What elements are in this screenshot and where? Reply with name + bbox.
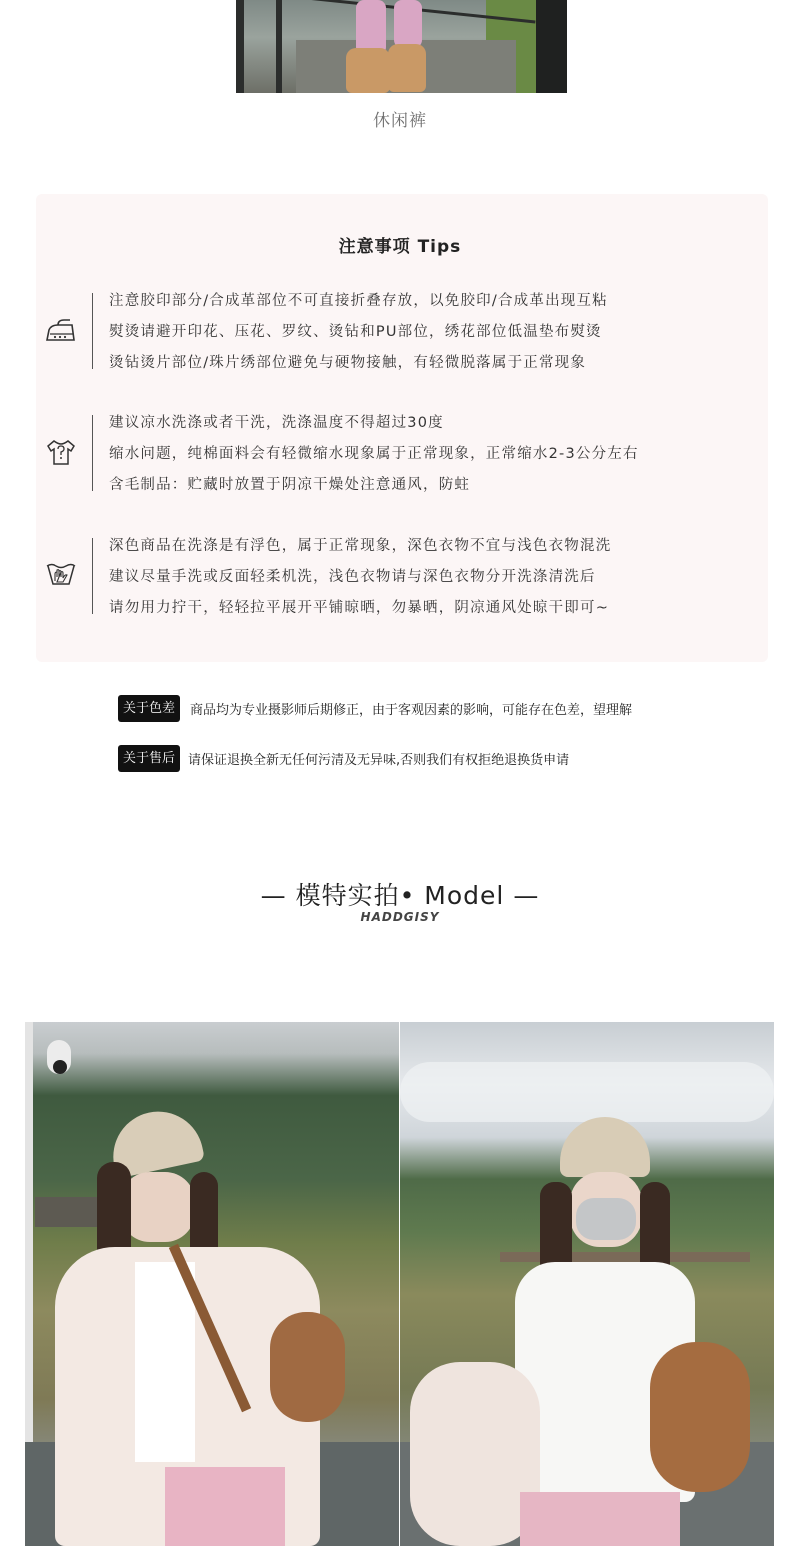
- note-color-difference: [118, 695, 632, 722]
- model-photo-right: [400, 1022, 774, 1546]
- tip-group-drying: [109, 531, 611, 624]
- tip-line: 建议凉水洗涤或者干洗，洗涤温度不得超过30度: [109, 415, 444, 431]
- note-badge: 关于售后: [118, 745, 180, 772]
- iron-icon: [44, 314, 78, 348]
- tip-group-washing: [109, 408, 639, 501]
- note-text: 请保证退换全新无任何污清及无异味,否则我们有权拒绝退换货申请: [188, 753, 570, 768]
- brand-subtitle: HADDGISY: [360, 910, 440, 924]
- tip-divider: [92, 415, 93, 491]
- model-photo-left: [25, 1022, 399, 1546]
- tip-line: 注意胶印部分/合成革部位不可直接折叠存放，以免胶印/合成革出现互粘: [109, 293, 608, 309]
- tip-divider: [92, 538, 93, 614]
- model-section-heading: — 模特实拍• Model —: [260, 881, 540, 910]
- note-text: 商品均为专业摄影师后期修正，由于客观因素的影响，可能存在色差，望理解: [190, 703, 633, 718]
- tip-line: 建议尽量手洗或反面轻柔机洗，浅色衣物请与深色衣物分开洗涤清洗后: [109, 569, 596, 585]
- tip-group-ironing: [109, 286, 608, 379]
- tip-divider: [92, 293, 93, 369]
- tip-line: 深色商品在洗涤是有浮色，属于正常现象，深色衣物不宜与浅色衣物混洗: [109, 538, 612, 554]
- photo-caption: 休闲裤: [373, 111, 427, 131]
- tip-line: 烫钻烫片部位/珠片绣部位避免与硬物接触，有轻微脱落属于正常现象: [109, 355, 587, 371]
- shirt-care-icon: [44, 434, 78, 468]
- tip-line: 含毛制品：贮藏时放置于阴凉干燥处注意通风，防蛀: [109, 477, 471, 493]
- tip-line: 请勿用力拧干，轻轻拉平展开平铺晾晒，勿暴晒，阴凉通风处晾干即可~: [109, 600, 610, 616]
- tips-title: 注意事项 Tips: [338, 237, 462, 257]
- top-product-photo: [236, 0, 567, 93]
- hand-wash-icon: [44, 555, 78, 589]
- tip-line: 缩水问题，纯棉面料会有轻微缩水现象属于正常现象，正常缩水2-3公分左右: [109, 446, 639, 462]
- note-after-sales: [118, 745, 569, 772]
- tip-line: 熨烫请避开印花、压花、罗纹、烫钻和PU部位，绣花部位低温垫布熨烫: [109, 324, 602, 340]
- note-badge: 关于色差: [118, 695, 180, 722]
